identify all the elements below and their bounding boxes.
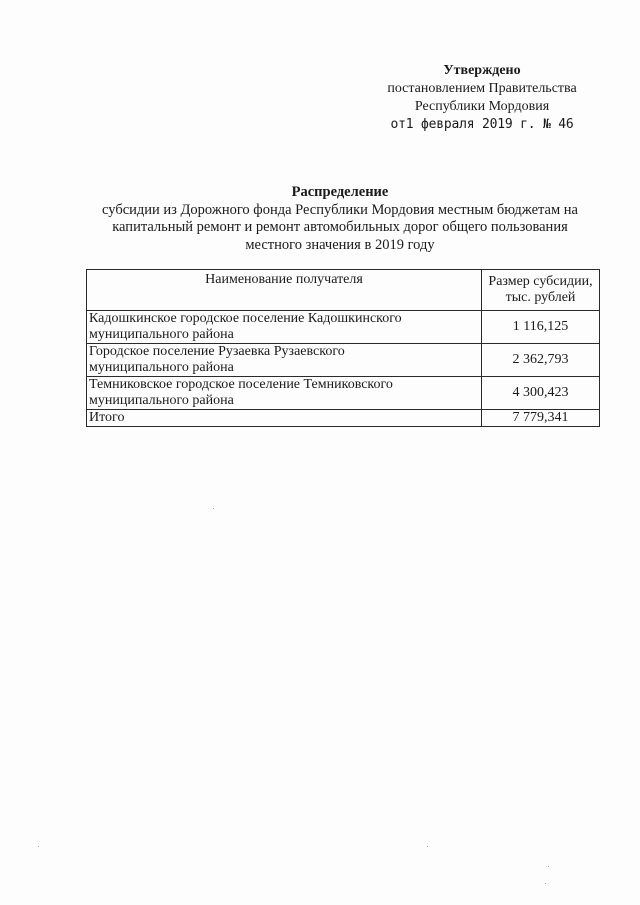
column-header-recipient: Наименование получателя: [87, 270, 482, 311]
subsidy-amount-cell: 1 116,125: [482, 311, 600, 344]
table-row: [87, 344, 600, 377]
approval-title: Утверждено: [443, 63, 521, 78]
table-header-row: [87, 270, 600, 311]
heading-line-3: местного значения в 2019 году: [245, 236, 435, 253]
recipient-name-cell: [87, 344, 482, 377]
scan-speck: [545, 883, 546, 884]
approval-date-line: от1 февраля 2019 г. № 46: [390, 117, 574, 132]
table-row: [87, 311, 600, 344]
scan-speck: [38, 846, 39, 847]
recipient-name-line-2: муниципального района: [89, 327, 234, 342]
column-header-amount: [482, 270, 600, 311]
column-header-amount-line-2: тыс. рублей: [505, 290, 576, 305]
subsidy-amount-cell: 4 300,423: [482, 377, 600, 410]
heading-line-1: субсидии из Дорожного фонда Республики Мордовия местным бюджетам на: [102, 201, 578, 218]
recipient-name-line-2: муниципального района: [89, 393, 234, 408]
approval-stamp: [360, 62, 604, 134]
total-amount: 7 779,341: [482, 410, 600, 427]
scan-speck: [548, 866, 549, 867]
total-label: Итого: [87, 410, 482, 427]
recipient-name-line-2: муниципального района: [89, 360, 234, 375]
approval-line-1: постановлением Правительства: [387, 81, 577, 96]
subsidy-table: [86, 269, 600, 427]
subsidy-amount-cell: 2 362,793: [482, 344, 600, 377]
recipient-name-line-1: Городское поселение Рузаевка Рузаевского: [89, 344, 345, 359]
heading-line-2: капитальный ремонт и ремонт автомобильных дорог общего пользования: [112, 219, 568, 235]
approval-line-2: Республики Мордовия: [414, 99, 550, 114]
recipient-name-line-1: Кадошкинское городское поселение Кадошкинского: [89, 311, 402, 326]
table-row: [87, 377, 600, 410]
recipient-name-cell: [87, 377, 482, 410]
heading-title: Распределение: [291, 184, 389, 200]
total-row: [87, 410, 600, 427]
recipient-name-line-1: Темниковское городское поселение Темниковского: [89, 377, 393, 392]
scan-speck: [213, 508, 214, 509]
document-heading: [60, 184, 620, 254]
recipient-name-cell: [87, 311, 482, 344]
column-header-amount-line-1: Размер субсидии,: [488, 274, 593, 289]
scan-speck: [427, 846, 428, 847]
